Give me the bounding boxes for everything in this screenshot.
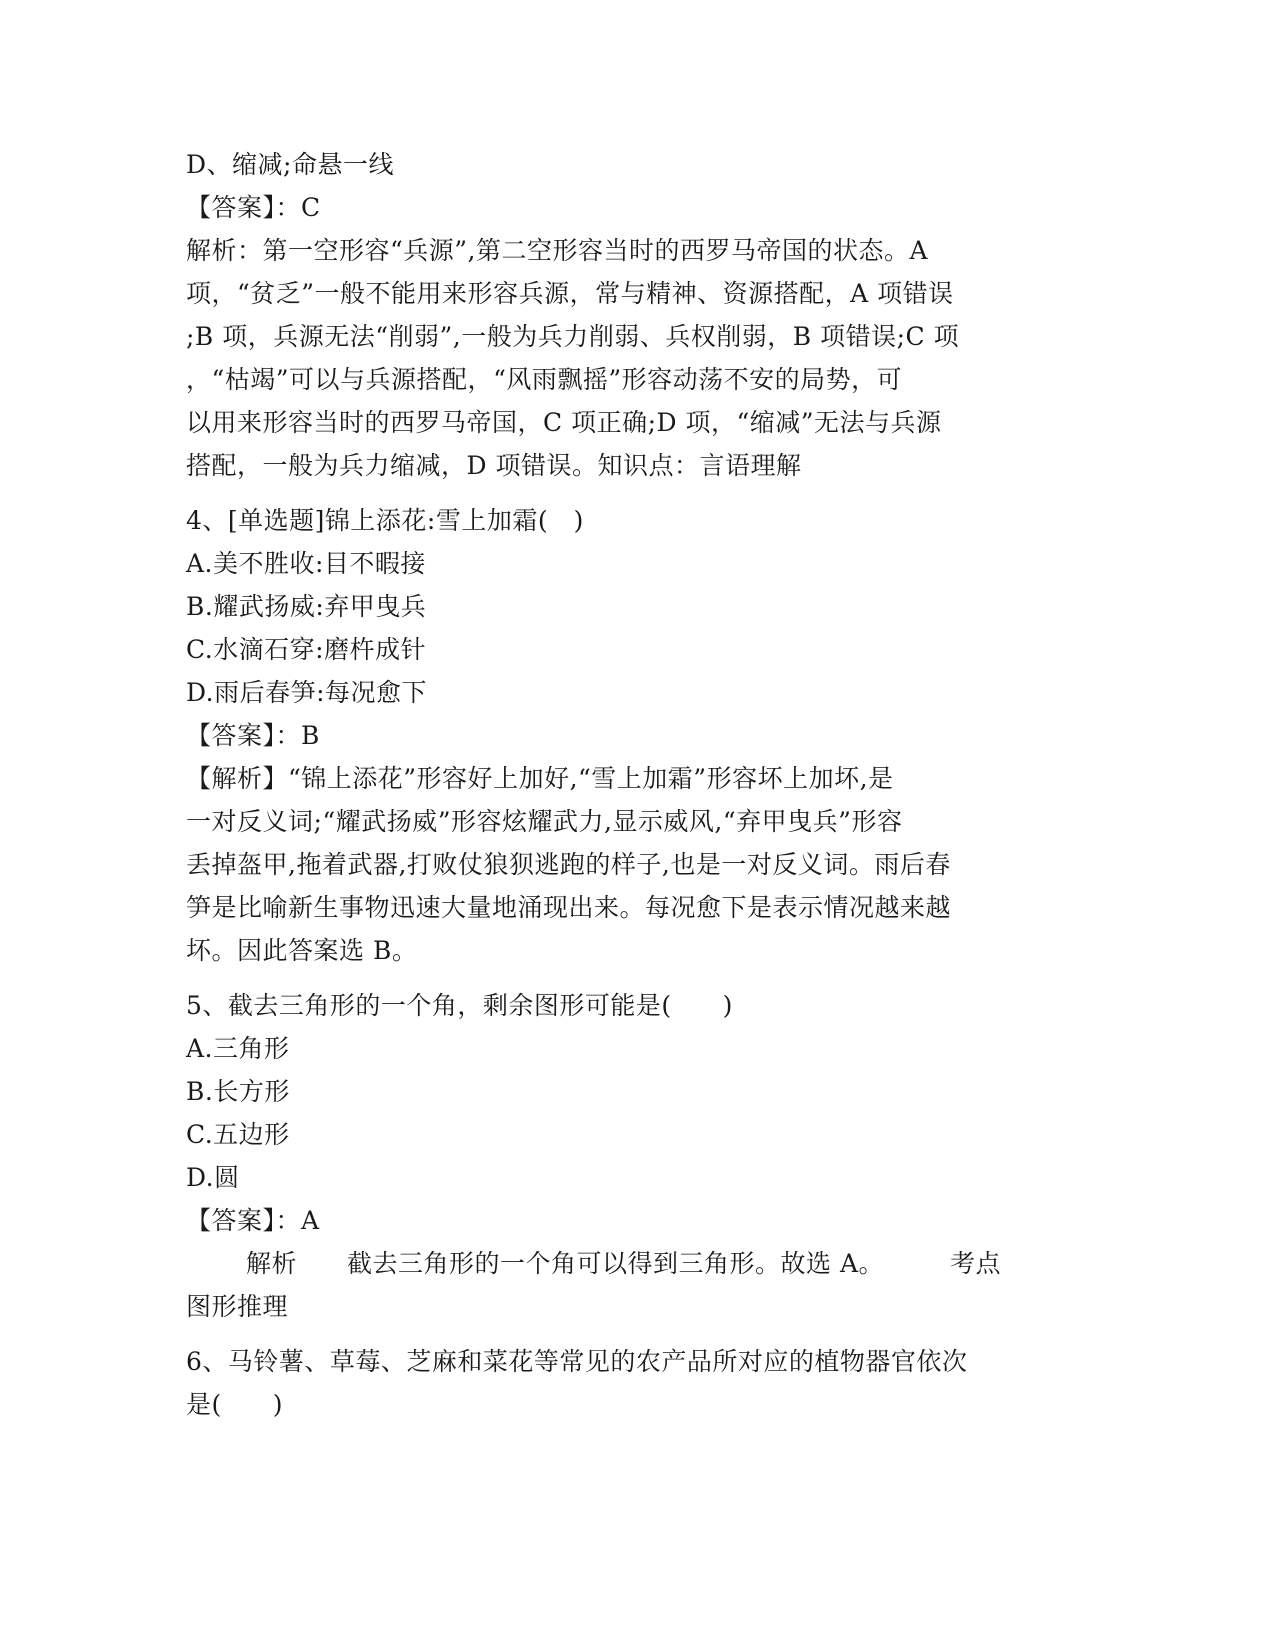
q5-analysis-label: 解析: [246, 1249, 298, 1278]
q4-answer: 【答案】：B: [186, 721, 320, 750]
q4-option-a: A.美不胜收:目不暇接: [186, 549, 426, 578]
q5-point-text: 图形推理: [186, 1292, 289, 1321]
q5-stem: 5、截去三角形的一个角，剩余图形可能是( ): [186, 991, 733, 1020]
q3-option-d: D、缩减;命悬一线: [186, 150, 394, 179]
q4-analysis-line-2: 一对反义词;“耀武扬威”形容炫耀武力,显示威风,“弃甲曳兵”形容: [186, 807, 903, 836]
q4-analysis-line-5: 坏。因此答案选 B。: [186, 936, 418, 965]
q5-analysis-text: 截去三角形的一个角可以得到三角形。故选 A。: [347, 1249, 885, 1278]
q4-analysis-line-3: 丢掉盔甲,拖着武器,打败仗狼狈逃跑的样子,也是一对反义词。雨后春: [186, 850, 951, 879]
q5-option-b: B.长方形: [186, 1077, 290, 1106]
q5-answer: 【答案】：A: [186, 1206, 320, 1235]
q4-option-c: C.水滴石穿:磨杵成针: [186, 635, 427, 664]
document-page: [186, 143, 1086, 1426]
q5-option-d: D.圆: [186, 1163, 240, 1192]
q3-analysis-line-4: ，“枯竭”可以与兵源搭配，“风雨飘摇”形容动荡不安的局势，可: [186, 365, 903, 394]
q5-point-label: 考点: [950, 1249, 1002, 1278]
q3-analysis-line-6: 搭配，一般为兵力缩减，D 项错误。知识点：言语理解: [186, 451, 802, 480]
q6-stem-line-2: 是( ): [186, 1390, 284, 1419]
q5-analysis-line: [186, 1242, 1086, 1285]
q4-option-d: D.雨后春笋:每况愈下: [186, 678, 428, 707]
q3-analysis-line-1: 解析：第一空形容“兵源”,第二空形容当时的西罗马帝国的状态。A: [186, 236, 929, 265]
q3-analysis-line-5: 以用来形容当时的西罗马帝国，C 项正确;D 项，“缩减”无法与兵源: [186, 408, 942, 437]
q4-option-b: B.耀武扬威:弃甲曳兵: [186, 592, 427, 621]
q4-analysis-line-4: 笋是比喻新生事物迅速大量地涌现出来。每况愈下是表示情况越来越: [186, 893, 952, 922]
q4-analysis-line-1: 【解析】“锦上添花”形容好上加好,“雪上加霜”形容坏上加坏,是: [186, 764, 894, 793]
q3-analysis-line-2: 项，“贫乏”一般不能用来形容兵源，常与精神、资源搭配，A 项错误: [186, 279, 954, 308]
q4-stem: 4、[单选题]锦上添花:雪上加霜( ): [186, 506, 584, 535]
q5-option-a: A.三角形: [186, 1034, 290, 1063]
q3-analysis-line-3: ;B 项，兵源无法“削弱”,一般为兵力削弱、兵权削弱，B 项错误;C 项: [186, 322, 960, 351]
q6-stem-line-1: 6、马铃薯、草莓、芝麻和菜花等常见的农产品所对应的植物器官依次: [186, 1347, 968, 1376]
q3-answer: 【答案】：C: [186, 193, 321, 222]
q5-option-c: C.五边形: [186, 1120, 290, 1149]
